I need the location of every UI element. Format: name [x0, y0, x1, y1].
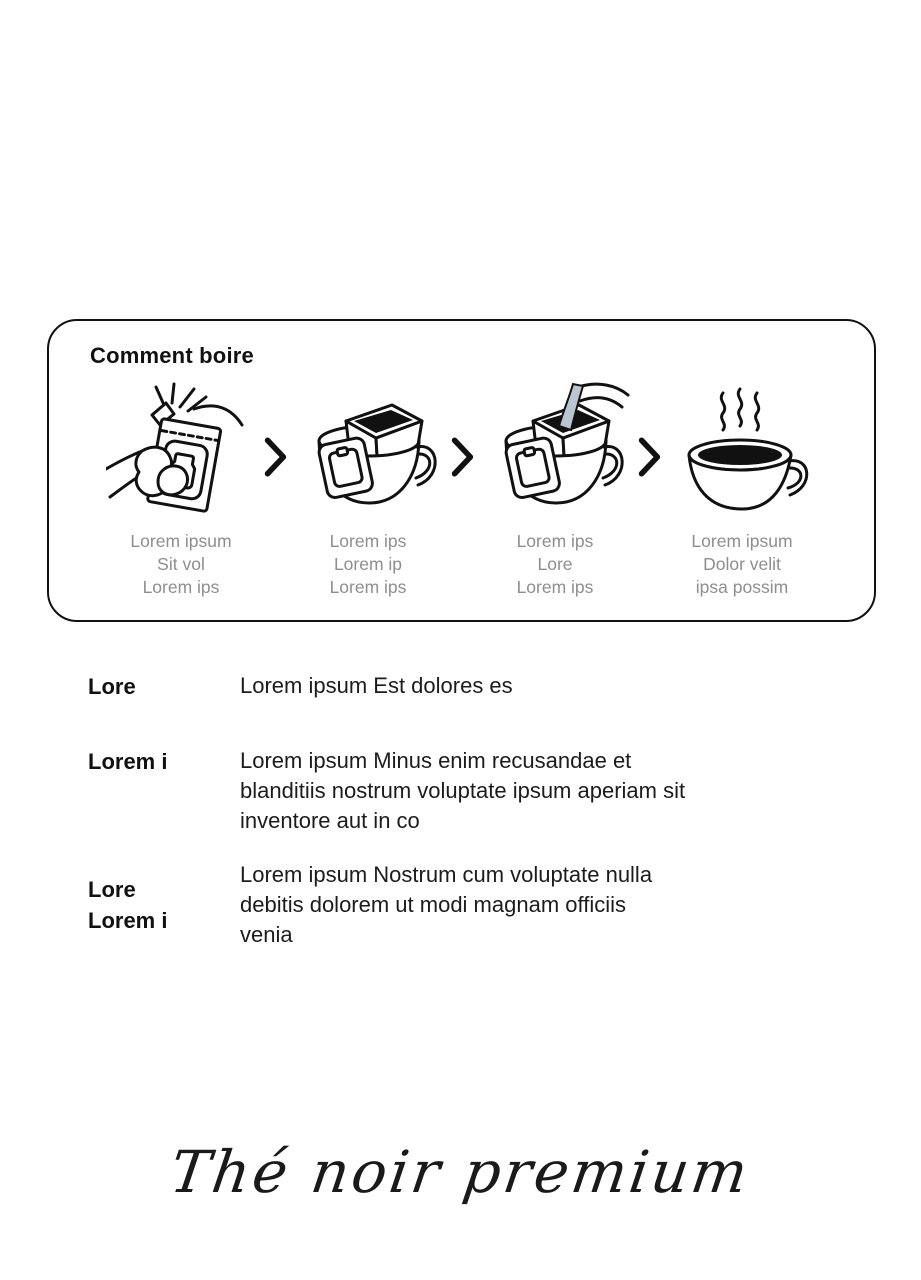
step-3-caption: Lorem ips Lore Lorem ips: [516, 531, 594, 597]
spec-row: [88, 746, 804, 836]
step-2-caption: Lorem ips Lorem ip Lorem ips: [329, 531, 407, 597]
spec-value: Lorem ipsum Nostrum cum voluptate nulla debitis dolorem ut modi magnam officiis venia: [240, 862, 653, 947]
spec-label: Lore Lorem i: [88, 877, 168, 933]
spec-label: Lore: [88, 674, 136, 699]
steaming-cup-icon: [667, 376, 817, 526]
tear-sachet-icon: [106, 376, 256, 526]
spec-row: [88, 860, 804, 950]
chevron-right-icon: [636, 376, 662, 526]
spec-label: Lorem i: [88, 749, 168, 774]
step-2: [288, 376, 449, 599]
steps-row: [49, 376, 874, 599]
step-3: [475, 376, 636, 599]
step-1-caption: Lorem ipsum Sit vol Lorem ips: [130, 531, 232, 597]
brand-signature: [0, 1138, 921, 1206]
pour-water-icon: [480, 376, 630, 526]
spec-list: [88, 671, 804, 950]
dripbag-on-cup-icon: [293, 376, 443, 526]
step-1: [101, 376, 262, 599]
how-to-drink-panel: [47, 319, 876, 622]
chevron-right-icon: [449, 376, 475, 526]
step-4: [662, 376, 823, 599]
step-4-caption: Lorem ipsum Dolor velit ipsa possim: [691, 531, 793, 597]
spec-value: Lorem ipsum Est dolores es: [240, 673, 513, 698]
spec-row: [88, 671, 804, 702]
chevron-right-icon: [262, 376, 288, 526]
spec-value: Lorem ipsum Minus enim recusandae et blanditiis nostrum voluptate ipsum aperiam sit inventore aut in co: [240, 748, 686, 833]
how-to-title: Comment boire: [90, 343, 254, 368]
brand-signature-text: Thé noir premium: [166, 1138, 755, 1206]
